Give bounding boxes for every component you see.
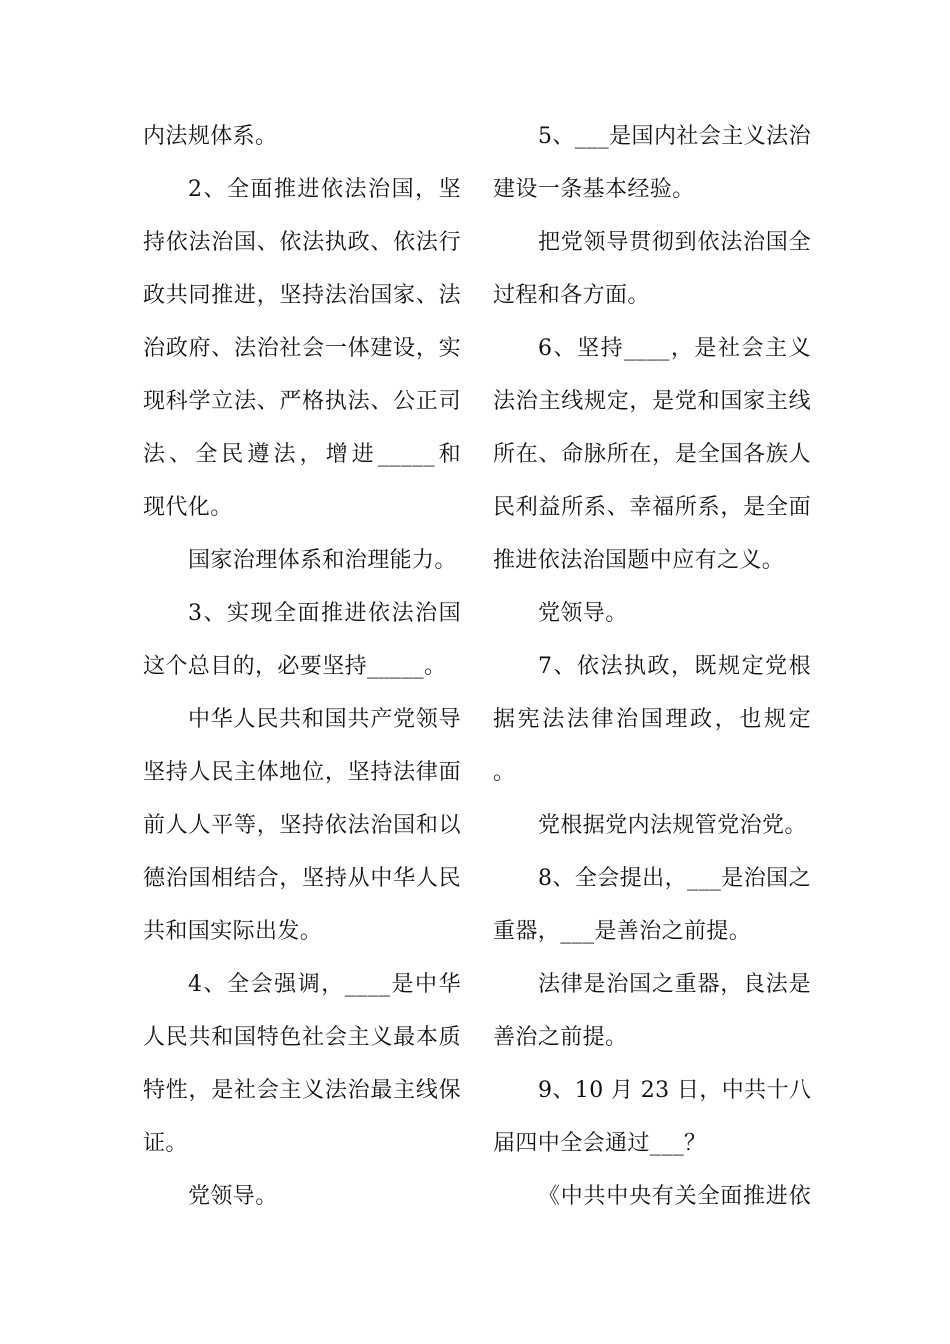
text-line: 届四中全会通过___？ [493, 1131, 707, 1156]
text-line: 建设一条基本经验。 [493, 177, 695, 202]
text-line: 坚持人民主体地位，坚持法律面 [143, 760, 461, 785]
text-line: 特性，是社会主义法治最主线保 [143, 1078, 461, 1103]
text-line: 前人人平等，坚持依法治国和以 [143, 813, 461, 838]
answer-4: 党领导。 [188, 1184, 278, 1209]
text-line: 政共同推进，坚持法治国家、法 [143, 283, 461, 308]
text-line: 法治主线规定，是党和国家主线 [493, 389, 811, 414]
question-5-heading: 5、___是国内社会主义法治 [538, 124, 811, 149]
question-7-heading: 7、依法执政，既规定党根 [538, 654, 811, 679]
text-line: 据宪法法律治国理政，也规定 [493, 707, 811, 732]
answer-5: 把党领导贯彻到依法治国全 [538, 230, 811, 255]
text-line: 过程和各方面。 [493, 283, 650, 308]
text-line: 持依法治国、依法执政、依法行 [143, 230, 461, 255]
text-line: 现科学立法、严格执法、公正司 [143, 389, 461, 414]
right-column [493, 110, 811, 1223]
text-line: 人民共和国特色社会主义最本质 [143, 1025, 461, 1050]
answer-3: 中华人民共和国共产党领导 [188, 707, 461, 732]
answer-7: 党根据党内法规管党治党。 [538, 813, 807, 838]
text-line: 。 [493, 760, 516, 785]
text-line: 重器，___是善治之前提。 [493, 919, 752, 944]
question-8-heading: 8、全会提出，___是治国之 [538, 866, 811, 891]
answer-8: 法律是治国之重器，良法是 [538, 972, 811, 997]
answer-2: 国家治理体系和治理能力。 [188, 548, 457, 573]
left-column [143, 110, 461, 1223]
question-2-heading: 2、全面推进依法治国，坚 [188, 177, 461, 202]
answer-9: 《中共中央有关全面推进依 [538, 1184, 811, 1209]
text-line: 所在、命脉所在，是全国各族人 [493, 442, 811, 467]
text-line: 证。 [143, 1131, 188, 1156]
question-6-heading: 6、坚持____，是社会主义 [538, 336, 811, 361]
text-line: 法、全民遵法，增进_____和 [143, 442, 461, 467]
question-9-heading: 9、10 月 23 日，中共十八 [538, 1078, 812, 1103]
text-line: 推进依法治国题中应有之义。 [493, 548, 785, 573]
text-line: 善治之前提。 [493, 1025, 628, 1050]
text-line: 内法规体系。 [143, 124, 278, 149]
answer-6: 党领导。 [538, 601, 628, 626]
text-line: 这个总目的，必要坚持_____。 [143, 654, 447, 679]
text-line: 德治国相结合，坚持从中华人民 [143, 866, 461, 891]
text-line: 民利益所系、幸福所系，是全面 [493, 495, 811, 520]
question-4-heading: 4、全会强调，____是中华 [188, 972, 461, 997]
text-line: 治政府、法治社会一体建设，实 [143, 336, 461, 361]
question-3-heading: 3、实现全面推进依法治国 [188, 601, 461, 626]
text-line: 共和国实际出发。 [143, 919, 323, 944]
text-line: 现代化。 [143, 495, 233, 520]
